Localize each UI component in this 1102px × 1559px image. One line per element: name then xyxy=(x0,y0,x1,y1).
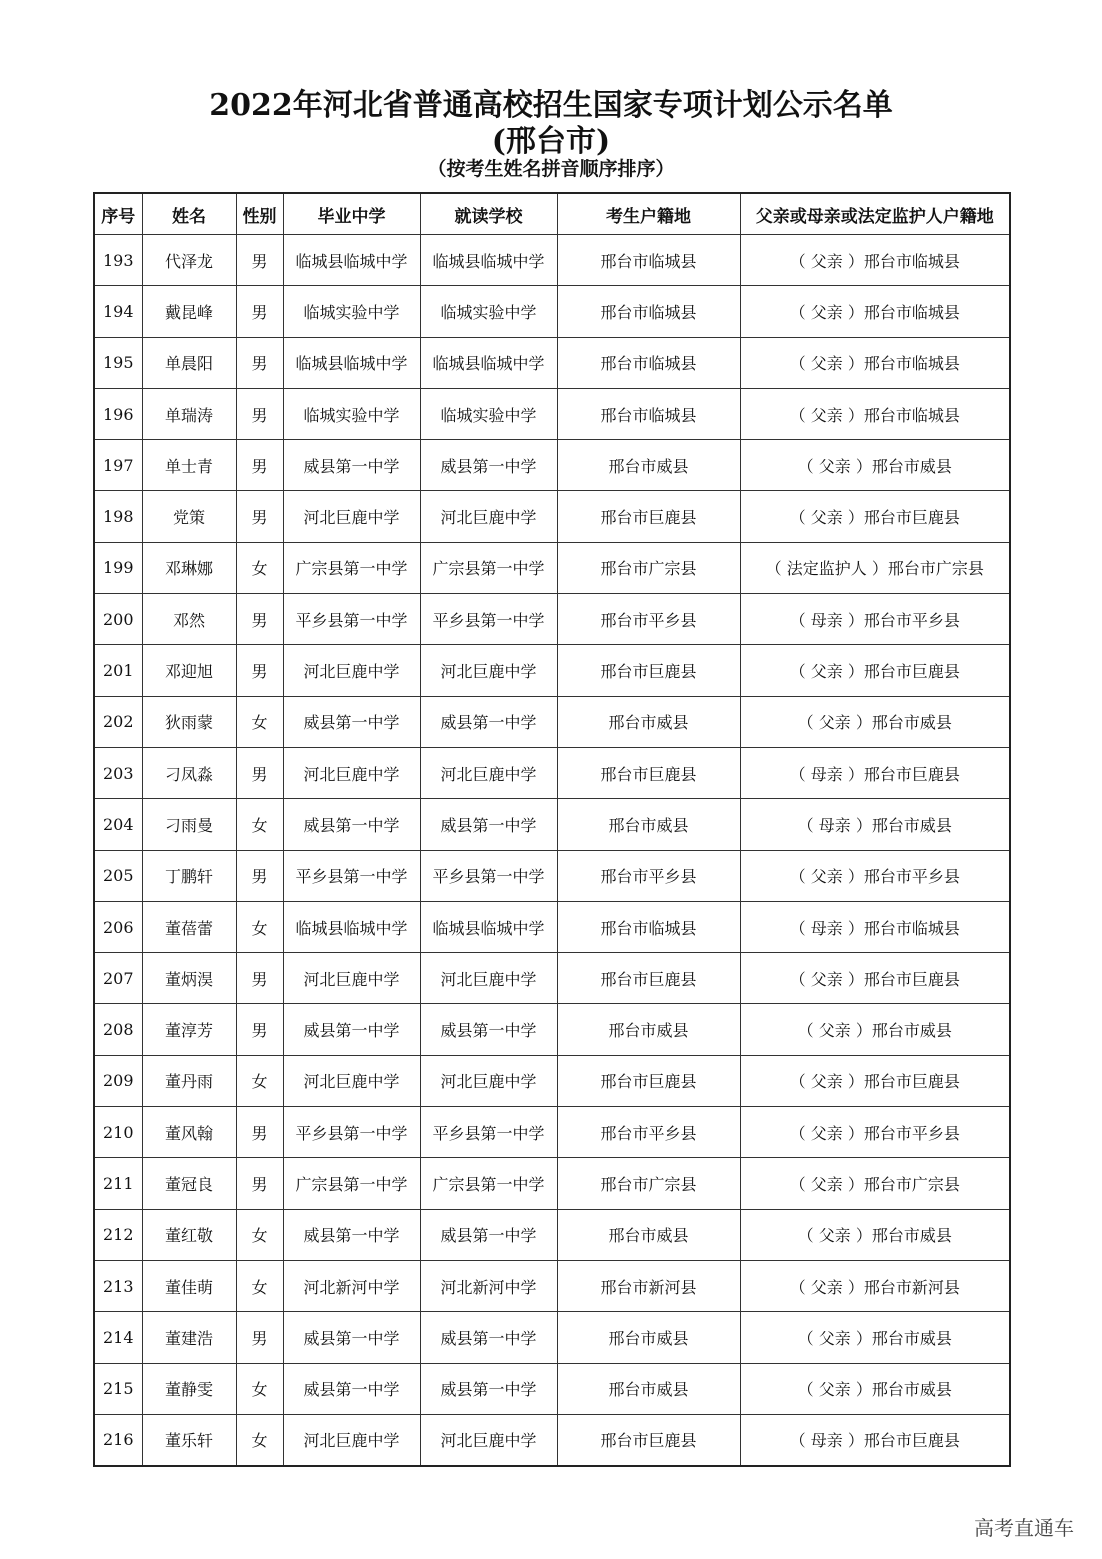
cell-index: 193 xyxy=(94,235,142,286)
table-row xyxy=(94,901,1010,952)
cell-name: 董冠良 xyxy=(142,1158,236,1209)
table-row xyxy=(94,1004,1010,1055)
header-cell-index: 序号 xyxy=(94,193,142,235)
cell-graduation-school: 平乡县第一中学 xyxy=(283,594,420,645)
cell-guardian-registration: （ 母亲 ）邢台市平乡县 xyxy=(740,594,1010,645)
cell-household-registration: 邢台市巨鹿县 xyxy=(557,1055,740,1106)
cell-gender: 男 xyxy=(236,388,283,439)
cell-guardian-registration: （ 父亲 ）邢台市巨鹿县 xyxy=(740,491,1010,542)
table-row xyxy=(94,1158,1010,1209)
cell-current-school: 河北巨鹿中学 xyxy=(420,645,557,696)
cell-gender: 女 xyxy=(236,1414,283,1466)
cell-gender: 男 xyxy=(236,491,283,542)
cell-gender: 男 xyxy=(236,1004,283,1055)
cell-gender: 女 xyxy=(236,1055,283,1106)
cell-guardian-registration: （ 母亲 ）邢台市巨鹿县 xyxy=(740,747,1010,798)
table-row xyxy=(94,542,1010,593)
cell-name: 邓迎旭 xyxy=(142,645,236,696)
cell-guardian-registration: （ 父亲 ）邢台市威县 xyxy=(740,696,1010,747)
cell-graduation-school: 临城县临城中学 xyxy=(283,235,420,286)
table-row xyxy=(94,491,1010,542)
cell-name: 单士青 xyxy=(142,440,236,491)
cell-household-registration: 邢台市平乡县 xyxy=(557,594,740,645)
table-row xyxy=(94,1260,1010,1311)
table-row xyxy=(94,1209,1010,1260)
cell-name: 董建浩 xyxy=(142,1312,236,1363)
cell-gender: 男 xyxy=(236,594,283,645)
cell-household-registration: 邢台市临城县 xyxy=(557,286,740,337)
table-row xyxy=(94,388,1010,439)
cell-current-school: 河北巨鹿中学 xyxy=(420,747,557,798)
cell-name: 党策 xyxy=(142,491,236,542)
cell-graduation-school: 河北巨鹿中学 xyxy=(283,953,420,1004)
table-row xyxy=(94,1363,1010,1414)
cell-graduation-school: 河北巨鹿中学 xyxy=(283,1055,420,1106)
table-row xyxy=(94,953,1010,1004)
cell-current-school: 威县第一中学 xyxy=(420,799,557,850)
cell-household-registration: 邢台市威县 xyxy=(557,799,740,850)
table-row xyxy=(94,286,1010,337)
cell-graduation-school: 广宗县第一中学 xyxy=(283,542,420,593)
cell-name: 邓琳娜 xyxy=(142,542,236,593)
cell-graduation-school: 临城县临城中学 xyxy=(283,901,420,952)
watermark-logo-text: 高考直通车 xyxy=(974,1516,1074,1540)
cell-graduation-school: 河北巨鹿中学 xyxy=(283,491,420,542)
cell-name: 刁凤淼 xyxy=(142,747,236,798)
cell-gender: 女 xyxy=(236,799,283,850)
header-cell-household-registration: 考生户籍地 xyxy=(557,193,740,235)
cell-household-registration: 邢台市巨鹿县 xyxy=(557,645,740,696)
cell-current-school: 临城实验中学 xyxy=(420,286,557,337)
cell-name: 单瑞涛 xyxy=(142,388,236,439)
cell-index: 208 xyxy=(94,1004,142,1055)
cell-index: 207 xyxy=(94,953,142,1004)
cell-guardian-registration: （ 父亲 ）邢台市临城县 xyxy=(740,388,1010,439)
table-row xyxy=(94,1055,1010,1106)
cell-guardian-registration: （ 父亲 ）邢台市平乡县 xyxy=(740,1107,1010,1158)
cell-name: 刁雨曼 xyxy=(142,799,236,850)
cell-household-registration: 邢台市巨鹿县 xyxy=(557,747,740,798)
header-cell-graduation-school: 毕业中学 xyxy=(283,193,420,235)
cell-name: 丁鹏轩 xyxy=(142,850,236,901)
cell-current-school: 临城县临城中学 xyxy=(420,901,557,952)
cell-index: 195 xyxy=(94,337,142,388)
roster-table xyxy=(93,192,1011,1467)
cell-current-school: 广宗县第一中学 xyxy=(420,542,557,593)
cell-guardian-registration: （ 父亲 ）邢台市巨鹿县 xyxy=(740,1055,1010,1106)
cell-household-registration: 邢台市巨鹿县 xyxy=(557,491,740,542)
cell-name: 董丹雨 xyxy=(142,1055,236,1106)
cell-current-school: 威县第一中学 xyxy=(420,1363,557,1414)
cell-household-registration: 邢台市临城县 xyxy=(557,235,740,286)
cell-household-registration: 邢台市临城县 xyxy=(557,337,740,388)
cell-index: 200 xyxy=(94,594,142,645)
cell-index: 197 xyxy=(94,440,142,491)
cell-index: 196 xyxy=(94,388,142,439)
cell-name: 单晨阳 xyxy=(142,337,236,388)
cell-guardian-registration: （ 父亲 ）邢台市平乡县 xyxy=(740,850,1010,901)
cell-household-registration: 邢台市威县 xyxy=(557,1312,740,1363)
cell-index: 206 xyxy=(94,901,142,952)
table-row xyxy=(94,1107,1010,1158)
cell-household-registration: 邢台市威县 xyxy=(557,1209,740,1260)
table-row xyxy=(94,747,1010,798)
cell-name: 狄雨蒙 xyxy=(142,696,236,747)
cell-index: 210 xyxy=(94,1107,142,1158)
table-row xyxy=(94,696,1010,747)
cell-household-registration: 邢台市广宗县 xyxy=(557,542,740,593)
cell-current-school: 平乡县第一中学 xyxy=(420,1107,557,1158)
table-row xyxy=(94,440,1010,491)
header-cell-gender: 性别 xyxy=(236,193,283,235)
cell-name: 董风翰 xyxy=(142,1107,236,1158)
cell-current-school: 广宗县第一中学 xyxy=(420,1158,557,1209)
cell-graduation-school: 威县第一中学 xyxy=(283,440,420,491)
cell-household-registration: 邢台市巨鹿县 xyxy=(557,1414,740,1466)
cell-current-school: 威县第一中学 xyxy=(420,1312,557,1363)
cell-household-registration: 邢台市广宗县 xyxy=(557,1158,740,1209)
cell-index: 204 xyxy=(94,799,142,850)
cell-guardian-registration: （ 父亲 ）邢台市巨鹿县 xyxy=(740,645,1010,696)
cell-current-school: 威县第一中学 xyxy=(420,440,557,491)
cell-guardian-registration: （ 父亲 ）邢台市新河县 xyxy=(740,1260,1010,1311)
cell-graduation-school: 河北巨鹿中学 xyxy=(283,747,420,798)
cell-household-registration: 邢台市临城县 xyxy=(557,388,740,439)
table-body xyxy=(94,235,1010,1467)
cell-gender: 男 xyxy=(236,337,283,388)
cell-guardian-registration: （ 父亲 ）邢台市临城县 xyxy=(740,235,1010,286)
cell-household-registration: 邢台市平乡县 xyxy=(557,850,740,901)
cell-index: 198 xyxy=(94,491,142,542)
cell-guardian-registration: （ 母亲 ）邢台市临城县 xyxy=(740,901,1010,952)
cell-index: 194 xyxy=(94,286,142,337)
cell-guardian-registration: （ 父亲 ）邢台市威县 xyxy=(740,1363,1010,1414)
cell-household-registration: 邢台市新河县 xyxy=(557,1260,740,1311)
cell-index: 202 xyxy=(94,696,142,747)
cell-household-registration: 邢台市威县 xyxy=(557,1004,740,1055)
cell-guardian-registration: （ 父亲 ）邢台市威县 xyxy=(740,440,1010,491)
cell-graduation-school: 威县第一中学 xyxy=(283,696,420,747)
header-cell-name: 姓名 xyxy=(142,193,236,235)
header-cell-guardian-registration: 父亲或母亲或法定监护人户籍地 xyxy=(740,193,1010,235)
cell-household-registration: 邢台市威县 xyxy=(557,696,740,747)
cell-guardian-registration: （ 母亲 ）邢台市威县 xyxy=(740,799,1010,850)
cell-index: 203 xyxy=(94,747,142,798)
cell-guardian-registration: （ 父亲 ）邢台市临城县 xyxy=(740,337,1010,388)
page-title: 2022年河北省普通高校招生国家专项计划公示名单 xyxy=(209,88,893,123)
cell-graduation-school: 临城实验中学 xyxy=(283,388,420,439)
cell-name: 邓然 xyxy=(142,594,236,645)
cell-gender: 男 xyxy=(236,1312,283,1363)
cell-index: 216 xyxy=(94,1414,142,1466)
cell-name: 董乐轩 xyxy=(142,1414,236,1466)
cell-graduation-school: 平乡县第一中学 xyxy=(283,1107,420,1158)
table-header xyxy=(94,193,1010,235)
table-row xyxy=(94,799,1010,850)
cell-graduation-school: 临城县临城中学 xyxy=(283,337,420,388)
header-row xyxy=(94,193,1010,235)
cell-graduation-school: 威县第一中学 xyxy=(283,1004,420,1055)
cell-graduation-school: 河北巨鹿中学 xyxy=(283,645,420,696)
cell-gender: 女 xyxy=(236,1260,283,1311)
cell-household-registration: 邢台市巨鹿县 xyxy=(557,953,740,1004)
cell-household-registration: 邢台市平乡县 xyxy=(557,1107,740,1158)
cell-gender: 男 xyxy=(236,286,283,337)
cell-gender: 女 xyxy=(236,542,283,593)
cell-name: 代泽龙 xyxy=(142,235,236,286)
cell-current-school: 河北巨鹿中学 xyxy=(420,1414,557,1466)
cell-graduation-school: 河北新河中学 xyxy=(283,1260,420,1311)
cell-guardian-registration: （ 父亲 ）邢台市威县 xyxy=(740,1209,1010,1260)
cell-current-school: 威县第一中学 xyxy=(420,696,557,747)
cell-current-school: 临城县临城中学 xyxy=(420,235,557,286)
cell-current-school: 河北新河中学 xyxy=(420,1260,557,1311)
table-row xyxy=(94,594,1010,645)
table-row xyxy=(94,1414,1010,1466)
cell-gender: 女 xyxy=(236,1363,283,1414)
cell-gender: 男 xyxy=(236,235,283,286)
cell-name: 董佳萌 xyxy=(142,1260,236,1311)
cell-current-school: 河北巨鹿中学 xyxy=(420,1055,557,1106)
cell-current-school: 河北巨鹿中学 xyxy=(420,491,557,542)
cell-guardian-registration: （ 父亲 ）邢台市广宗县 xyxy=(740,1158,1010,1209)
cell-guardian-registration: （ 父亲 ）邢台市威县 xyxy=(740,1312,1010,1363)
cell-current-school: 平乡县第一中学 xyxy=(420,594,557,645)
cell-gender: 女 xyxy=(236,1209,283,1260)
cell-gender: 男 xyxy=(236,1107,283,1158)
cell-gender: 男 xyxy=(236,1158,283,1209)
cell-gender: 女 xyxy=(236,901,283,952)
table-row xyxy=(94,235,1010,286)
cell-index: 214 xyxy=(94,1312,142,1363)
cell-index: 212 xyxy=(94,1209,142,1260)
cell-household-registration: 邢台市威县 xyxy=(557,440,740,491)
cell-graduation-school: 临城实验中学 xyxy=(283,286,420,337)
cell-guardian-registration: （ 母亲 ）邢台市巨鹿县 xyxy=(740,1414,1010,1466)
cell-graduation-school: 威县第一中学 xyxy=(283,799,420,850)
cell-graduation-school: 广宗县第一中学 xyxy=(283,1158,420,1209)
cell-guardian-registration: （ 父亲 ）邢台市临城县 xyxy=(740,286,1010,337)
cell-name: 董炳淏 xyxy=(142,953,236,1004)
table-row xyxy=(94,850,1010,901)
cell-graduation-school: 威县第一中学 xyxy=(283,1312,420,1363)
cell-name: 董静雯 xyxy=(142,1363,236,1414)
cell-current-school: 威县第一中学 xyxy=(420,1004,557,1055)
page-subtitle: (邢台市) xyxy=(491,124,611,159)
table-row xyxy=(94,337,1010,388)
cell-guardian-registration: （ 法定监护人 ）邢台市广宗县 xyxy=(740,542,1010,593)
cell-gender: 男 xyxy=(236,440,283,491)
header-cell-current-school: 就读学校 xyxy=(420,193,557,235)
cell-graduation-school: 威县第一中学 xyxy=(283,1363,420,1414)
cell-index: 199 xyxy=(94,542,142,593)
cell-index: 215 xyxy=(94,1363,142,1414)
cell-name: 戴昆峰 xyxy=(142,286,236,337)
table-row xyxy=(94,645,1010,696)
cell-gender: 男 xyxy=(236,747,283,798)
cell-guardian-registration: （ 父亲 ）邢台市威县 xyxy=(740,1004,1010,1055)
cell-graduation-school: 威县第一中学 xyxy=(283,1209,420,1260)
cell-gender: 男 xyxy=(236,850,283,901)
cell-current-school: 河北巨鹿中学 xyxy=(420,953,557,1004)
cell-index: 213 xyxy=(94,1260,142,1311)
cell-name: 董蓓蕾 xyxy=(142,901,236,952)
cell-graduation-school: 河北巨鹿中学 xyxy=(283,1414,420,1466)
table-row xyxy=(94,1312,1010,1363)
cell-gender: 女 xyxy=(236,696,283,747)
cell-current-school: 威县第一中学 xyxy=(420,1209,557,1260)
cell-current-school: 临城县临城中学 xyxy=(420,337,557,388)
cell-index: 201 xyxy=(94,645,142,696)
cell-gender: 男 xyxy=(236,953,283,1004)
cell-graduation-school: 平乡县第一中学 xyxy=(283,850,420,901)
cell-household-registration: 邢台市威县 xyxy=(557,1363,740,1414)
cell-current-school: 临城实验中学 xyxy=(420,388,557,439)
cell-name: 董红敬 xyxy=(142,1209,236,1260)
cell-current-school: 平乡县第一中学 xyxy=(420,850,557,901)
cell-index: 205 xyxy=(94,850,142,901)
cell-index: 211 xyxy=(94,1158,142,1209)
cell-name: 董淳芳 xyxy=(142,1004,236,1055)
cell-household-registration: 邢台市临城县 xyxy=(557,901,740,952)
cell-gender: 男 xyxy=(236,645,283,696)
cell-index: 209 xyxy=(94,1055,142,1106)
cell-guardian-registration: （ 父亲 ）邢台市巨鹿县 xyxy=(740,953,1010,1004)
sort-note: （按考生姓名拼音顺序排序） xyxy=(427,158,675,180)
